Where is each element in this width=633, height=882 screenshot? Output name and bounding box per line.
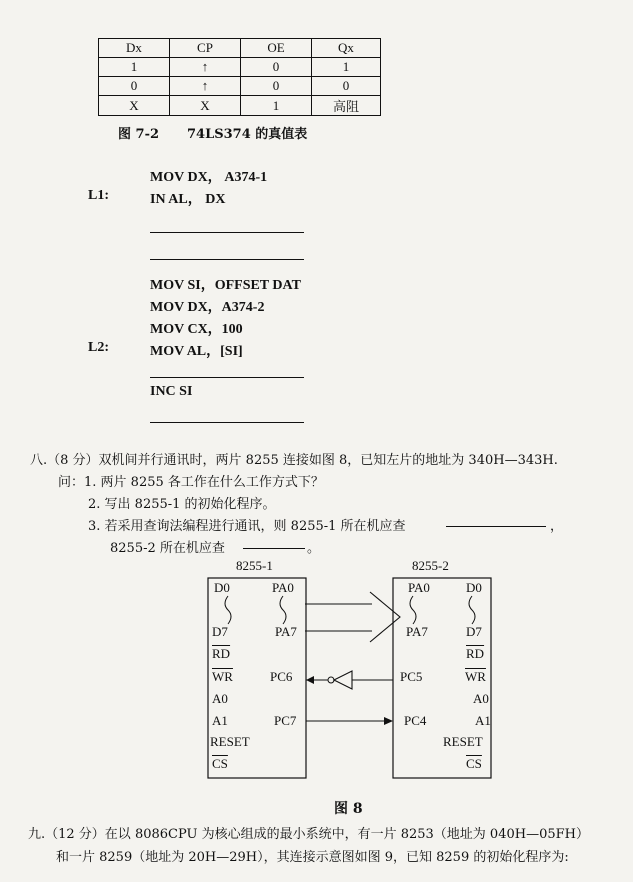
table-cell: 1 (99, 58, 170, 77)
figure-8-caption: 图 8 (334, 801, 363, 817)
pin-d7: D7 (212, 624, 228, 639)
table-cell: 0 (241, 58, 312, 77)
pin-a1: A1 (475, 713, 491, 728)
table-cell: 0 (312, 77, 381, 96)
table-cell: 0 (99, 77, 170, 96)
port-pc6: PC6 (270, 669, 293, 684)
punctuation: ， (550, 519, 564, 534)
pin-a1: A1 (212, 713, 228, 728)
table-header-cell: OE (241, 39, 312, 58)
chip-label-right: 8255-2 (412, 558, 449, 573)
port-pa7: PA7 (275, 624, 297, 639)
table-header-cell: Qx (312, 39, 381, 58)
pin-a0: A0 (473, 691, 489, 706)
bus-squiggle (280, 596, 286, 624)
arrow-head (384, 717, 393, 725)
table-cell: ↑ (170, 77, 241, 96)
pin-rd: $\overline{RD}$ (466, 646, 485, 661)
pin-cs: $\overline{CS}$ (466, 756, 482, 771)
pin-d0: D0 (466, 580, 482, 595)
port-pc4: PC4 (404, 713, 427, 728)
table-cell: X (99, 96, 170, 116)
question-8-item2: 2. 写出 8255-1 的初始化程序。 (88, 497, 276, 512)
pin-reset: RESET (210, 734, 250, 749)
table-cell: ↑ (170, 58, 241, 77)
chip-label-left: 8255-1 (236, 558, 273, 573)
table-caption-text: 74LS374 的真值表 (187, 127, 308, 142)
code-line: MOV AL，[SI] (150, 344, 243, 359)
question-8-item1: 问：1. 两片 8255 各工作在什么工作方式下？ (58, 475, 324, 490)
port-pa0: PA0 (408, 580, 430, 595)
table-cell: 高阻 (312, 96, 381, 116)
pin-wr: $\overline{WR}$ (465, 669, 486, 684)
pin-reset: RESET (443, 734, 483, 749)
question-8-intro: 八.（8 分）双机间并行通讯时，两片 8255 连接如图 8，已知左片的地址为 340H—343H. (30, 453, 558, 468)
pin-d0: D0 (214, 580, 230, 595)
question-9-line1: 九.（12 分）在以 8086CPU 为核心组成的最小系统中，有一片 8253（地址为 040H—05FH） (28, 827, 589, 842)
code-line: IN AL， DX (150, 192, 226, 207)
question-8-item3: 3. 若采用查询法编程进行通讯，则 8255-1 所在机应查 (88, 519, 406, 534)
pin-a0: A0 (212, 691, 228, 706)
code-line: MOV DX，A374-2 (150, 300, 265, 315)
label-l2: L2: (88, 340, 109, 355)
table-cell: X (170, 96, 241, 116)
code-line: MOV DX， A374-1 (150, 170, 268, 185)
label-l1: L1: (88, 188, 109, 203)
code-line: MOV SI，OFFSET DAT (150, 278, 301, 293)
table-cell: 1 (312, 58, 381, 77)
table-cell: 0 (241, 77, 312, 96)
table-header-cell: CP (170, 39, 241, 58)
pin-cs: $\overline{CS}$ (212, 756, 228, 771)
pin-wr: $\overline{WR}$ (212, 669, 233, 684)
port-pa7: PA7 (406, 624, 428, 639)
arrow-head (306, 676, 314, 684)
bus-squiggle (225, 596, 231, 624)
port-pa0: PA0 (272, 580, 294, 595)
pin-d7: D7 (466, 624, 482, 639)
bus-squiggle (410, 596, 416, 624)
table-caption-number: 图 7-2 (118, 127, 160, 142)
code-line: MOV CX，100 (150, 322, 243, 337)
bus-squiggle (469, 596, 475, 624)
buffer-gate (334, 671, 352, 689)
port-pc7: PC7 (274, 713, 297, 728)
punctuation: 。 (307, 541, 321, 556)
code-line: INC SI (150, 384, 193, 399)
question-8-item3b: 8255-2 所在机应查 (110, 541, 225, 556)
port-pc5: PC5 (400, 669, 423, 684)
question-9-line2: 和一片 8259（地址为 20H—29H），其连接示意图如图 9，已知 8259 的初始化程序为: (56, 850, 569, 865)
table-header-cell: Dx (99, 39, 170, 58)
bus-arrow-head (370, 592, 400, 642)
table-cell: 1 (241, 96, 312, 116)
pin-rd: $\overline{RD}$ (212, 646, 231, 661)
